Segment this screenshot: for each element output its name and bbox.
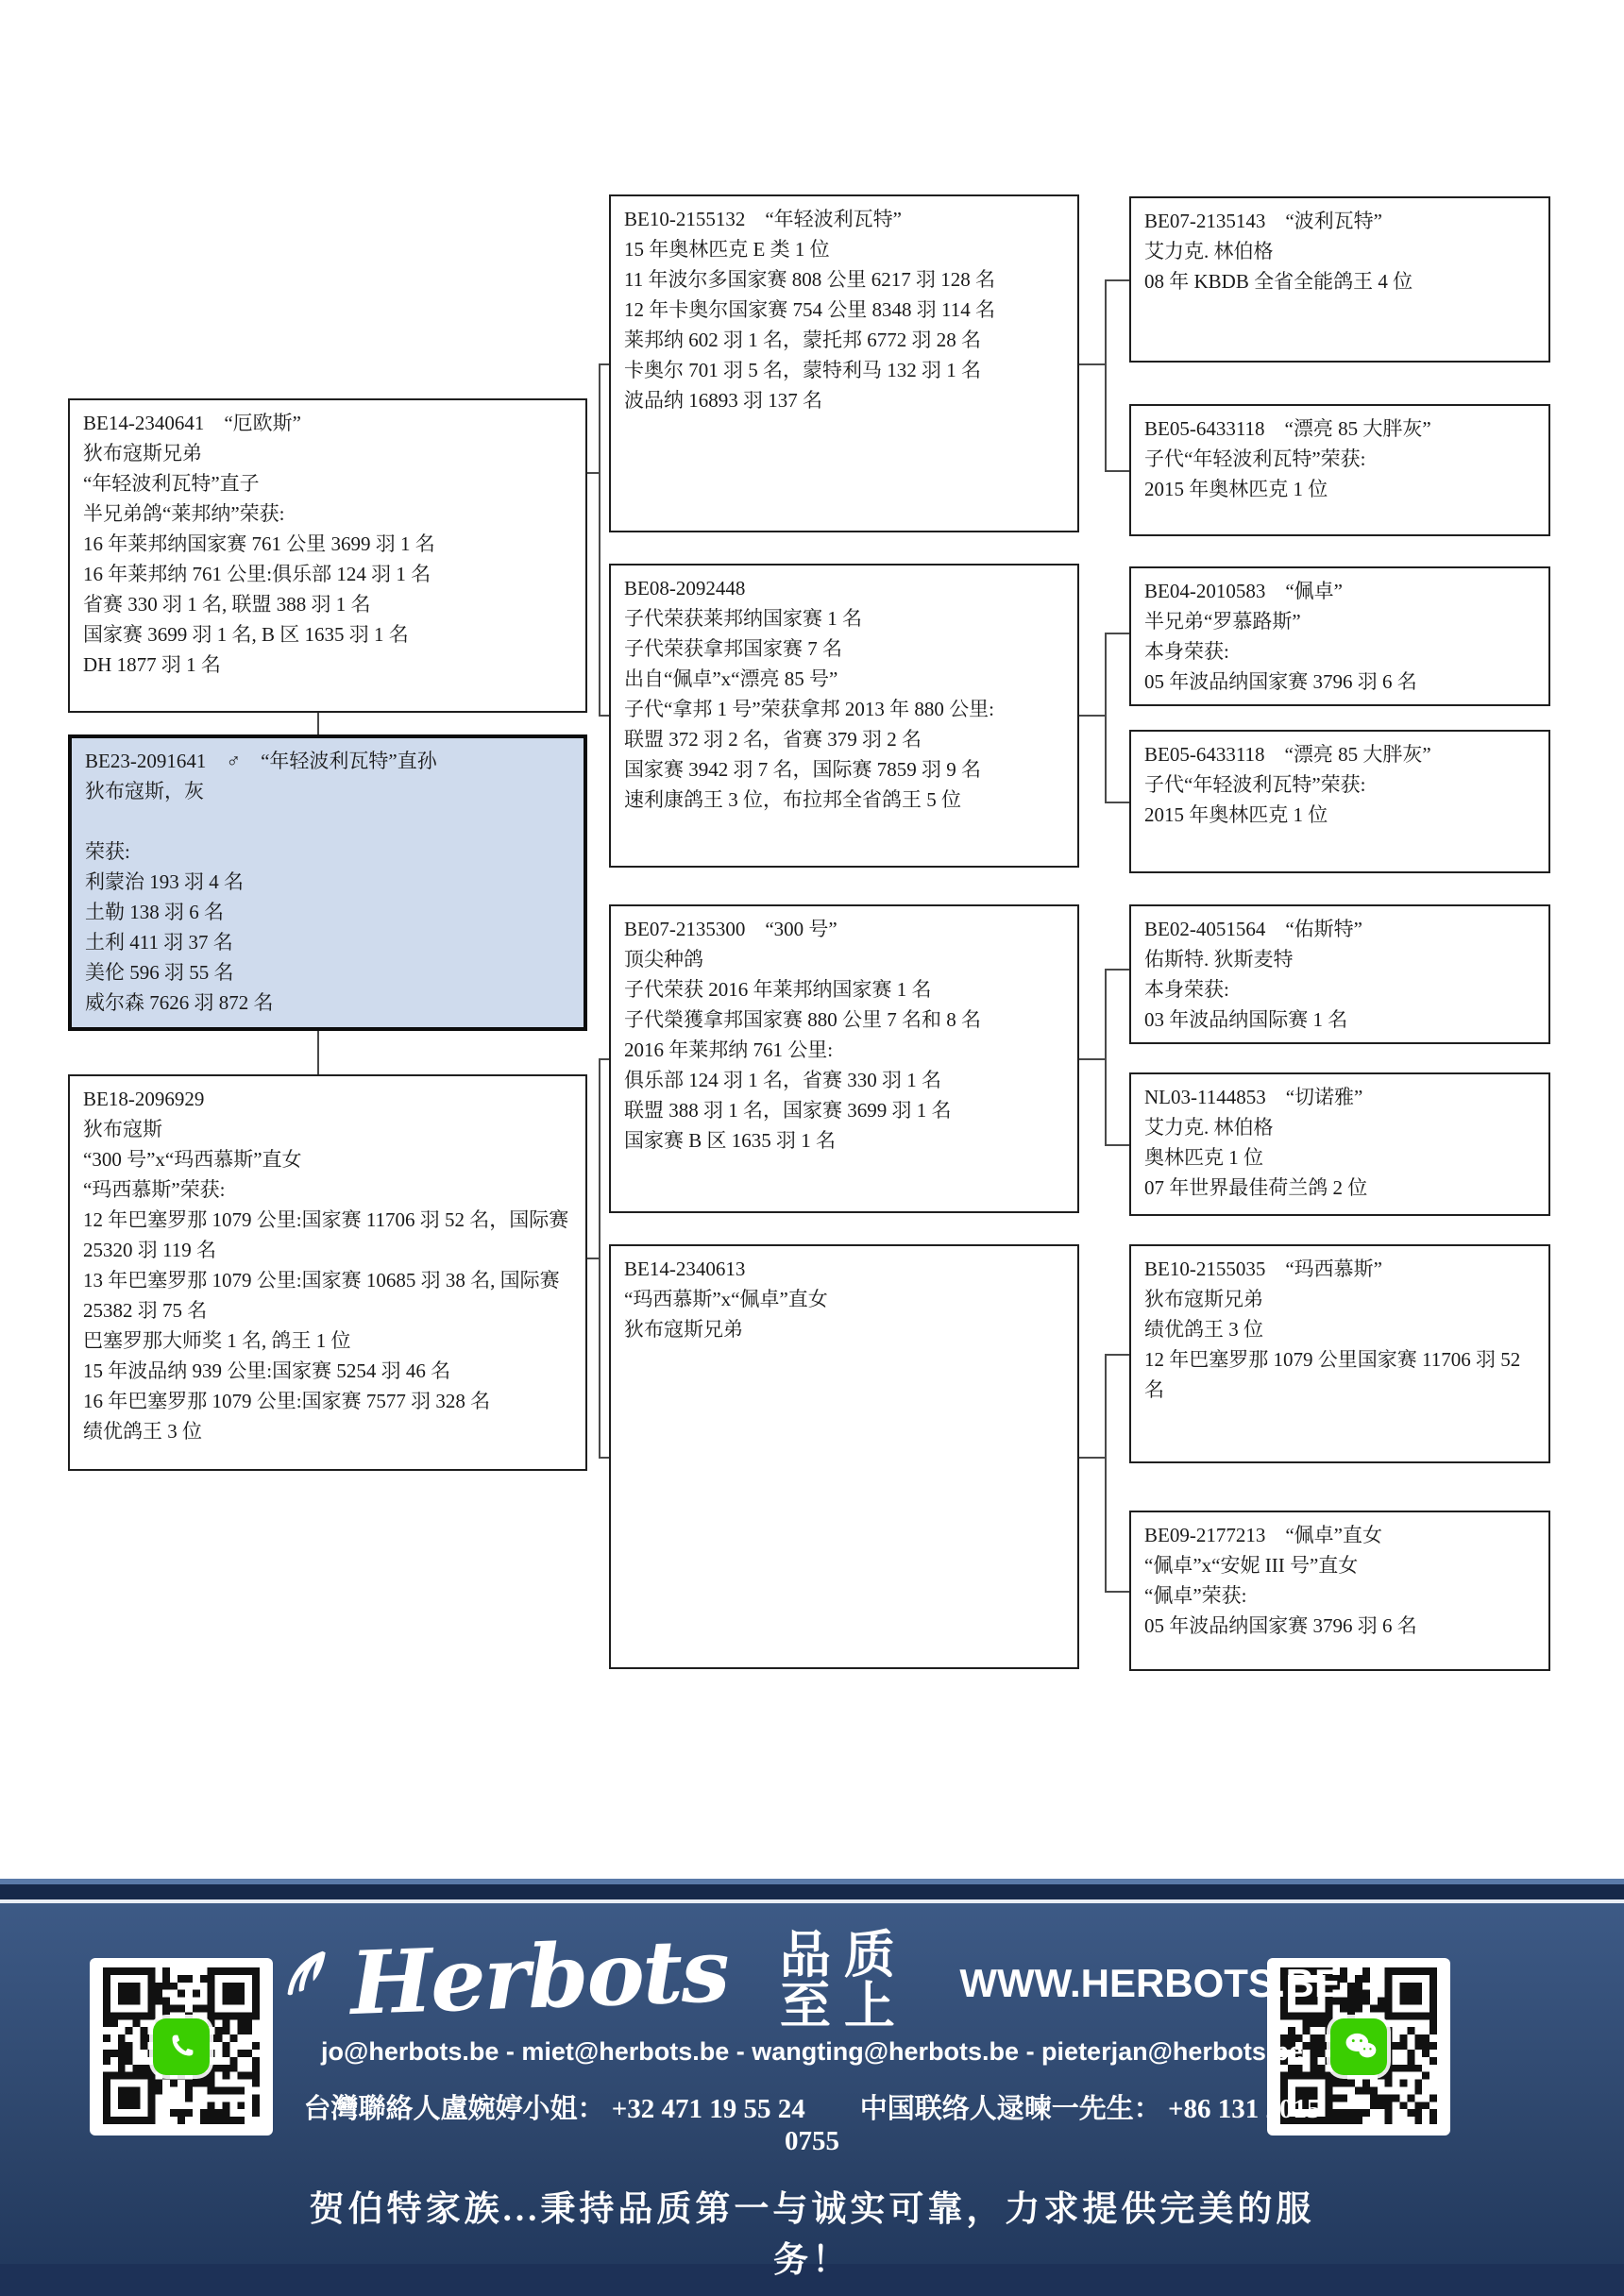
text-line: 12 年巴塞罗那 1079 公里:国家赛 11706 羽 52 名，国际赛 25320 羽 119 名 xyxy=(83,1208,569,1261)
connector-line xyxy=(1105,1144,1129,1146)
text-line: 奥林匹克 1 位 xyxy=(1144,1146,1263,1169)
pedigree-box-be14-2340613 xyxy=(609,1244,1079,1669)
text-line: 联盟 372 羽 2 名，省赛 379 羽 2 名 xyxy=(624,728,922,751)
pedigree-box-nl03-1144853 xyxy=(1129,1072,1550,1216)
text-line: 艾力克. 林伯格 xyxy=(1144,240,1274,262)
text-line: 狄布寇斯兄弟 xyxy=(83,442,202,464)
text-line: 卡奥尔 701 羽 5 名，蒙特利马 132 羽 1 名 xyxy=(624,359,981,381)
text-line: 狄布寇斯兄弟 xyxy=(624,1318,743,1341)
footer xyxy=(0,1879,1624,2296)
pedigree-box-be18-2096929 xyxy=(68,1074,587,1471)
text-line: 狄布寇斯兄弟 xyxy=(1144,1288,1263,1310)
text-line xyxy=(85,806,570,836)
connector-line xyxy=(1105,470,1129,472)
connector-line xyxy=(599,363,601,717)
text-line: “佩卓”x“安妮 III 号”直女 xyxy=(1144,1554,1359,1577)
text-line: 波品纳 16893 羽 137 名 xyxy=(624,389,822,412)
text-line: 16 年莱邦纳 761 公里:俱乐部 124 羽 1 名 xyxy=(83,563,431,585)
text-line: 子代“年轻波利瓦特”荣获: xyxy=(1144,773,1366,796)
text-line: BE07-2135143 “波利瓦特” xyxy=(1144,210,1382,232)
text-line: 利蒙治 193 羽 4 名 xyxy=(85,870,244,893)
text-line: BE08-2092448 xyxy=(624,577,746,599)
footer-top-strip-dark xyxy=(0,1884,1624,1899)
text-line: 土利 411 羽 37 名 xyxy=(85,931,233,954)
connector-line xyxy=(1105,969,1107,1146)
text-line: 艾力克. 林伯格 xyxy=(1144,1116,1274,1139)
connector-line xyxy=(1079,1457,1105,1459)
connector-line xyxy=(1079,363,1105,365)
text-line: 16 年莱邦纳国家赛 761 公里 3699 羽 1 名 xyxy=(83,532,435,555)
website-url[interactable]: WWW.HERBOTS.BE xyxy=(959,1961,1341,2005)
text-line: BE04-2010583 “佩卓” xyxy=(1144,580,1343,602)
text-line: 速利康鸽王 3 位，布拉邦全省鸽王 5 位 xyxy=(624,788,961,811)
text-line: 07 年世界最佳荷兰鸽 2 位 xyxy=(1144,1176,1368,1199)
text-line: 05 年波品纳国家赛 3796 羽 6 名 xyxy=(1144,1614,1417,1637)
text-line: 荣获: xyxy=(85,840,130,863)
connector-line xyxy=(1105,969,1129,971)
text-line: 子代榮獲拿邦国家赛 880 公里 7 名和 8 名 xyxy=(624,1008,981,1031)
pedigree-box-be07-2135300 xyxy=(609,904,1079,1213)
qr-code-left xyxy=(90,1958,273,2136)
text-line: 国家赛 B 区 1635 羽 1 名 xyxy=(624,1129,837,1152)
line-icon xyxy=(153,2018,210,2075)
footer-emails[interactable]: jo@herbots.be - miet@herbots.be - wangting@herbots.be - pieterjan@herbots.be xyxy=(321,2037,1303,2066)
text-line: 半兄弟鸽“莱邦纳”荣获: xyxy=(83,502,285,525)
pedigree-box-be07-2135143 xyxy=(1129,196,1550,363)
text-line: 佑斯特. 狄斯麦特 xyxy=(1144,948,1294,971)
text-line: 16 年巴塞罗那 1079 公里:国家赛 7577 羽 328 名 xyxy=(83,1390,491,1412)
connector-line xyxy=(1105,633,1129,634)
text-line: 08 年 KBDB 全省全能鸽王 4 位 xyxy=(1144,270,1413,293)
footer-slogan: 贺伯特家族...秉持品质第一与诚实可靠，力求提供完美的服务！ xyxy=(309,2190,1315,2280)
brand-tagline: 品质至上 xyxy=(779,1927,908,2034)
text-line: 莱邦纳 602 羽 1 名，蒙托邦 6772 羽 28 名 xyxy=(624,329,981,351)
text-line: 子代荣获 2016 年莱邦纳国家赛 1 名 xyxy=(624,978,932,1001)
text-line: 顶尖种鸽 xyxy=(624,948,703,971)
connector-line xyxy=(1105,633,1107,803)
connector-line xyxy=(1105,1354,1129,1356)
connector-line xyxy=(599,1058,609,1060)
connector-line xyxy=(317,1031,319,1074)
connector-line xyxy=(1105,1591,1129,1593)
text-line: “300 号”x“玛西慕斯”直女 xyxy=(83,1148,302,1171)
text-line: BE09-2177213 “佩卓”直女 xyxy=(1144,1524,1382,1546)
text-line: 本身荣获: xyxy=(1144,640,1229,663)
text-line: 子代“年轻波利瓦特”荣获: xyxy=(1144,447,1366,470)
text-line: BE05-6433118 “漂亮 85 大胖灰” xyxy=(1144,743,1431,766)
connector-line xyxy=(1105,802,1129,803)
text-line: 国家赛 3699 羽 1 名, B 区 1635 羽 1 名 xyxy=(83,623,409,646)
text-line: 俱乐部 124 羽 1 名，省赛 330 羽 1 名 xyxy=(624,1069,941,1091)
brand-row xyxy=(283,1920,1341,2034)
connector-line xyxy=(317,713,319,734)
text-line: BE14-2340613 xyxy=(624,1258,746,1280)
text-line: “玛西慕斯”x“佩卓”直女 xyxy=(624,1288,828,1310)
text-line: 国家赛 3942 羽 7 名，国际赛 7859 羽 9 名 xyxy=(624,758,981,781)
connector-line xyxy=(1079,1058,1105,1060)
text-line: 半兄弟“罗慕路斯” xyxy=(1144,610,1301,633)
text-line: 美伦 596 羽 55 名 xyxy=(85,961,234,984)
footer-center xyxy=(283,1920,1341,2282)
text-line: 15 年波品纳 939 公里:国家赛 5254 羽 46 名 xyxy=(83,1359,451,1382)
text-line: NL03-1144853 “切诺雅” xyxy=(1144,1086,1363,1108)
pedigree-box-be14-2340641 xyxy=(68,398,587,713)
connector-line xyxy=(1079,715,1105,717)
pedigree-box-be08-2092448 xyxy=(609,564,1079,868)
pedigree-box-be02-4051564 xyxy=(1129,904,1550,1044)
footer-contacts: 台灣聯絡人盧婉婷小姐： +32 471 19 55 24 中国联络人逯暕一先生： +86 131 2015 0755 xyxy=(303,2094,1321,2156)
text-line: 土勒 138 羽 6 名 xyxy=(85,901,224,923)
text-line: 狄布寇斯，灰 xyxy=(85,780,204,802)
connector-line xyxy=(599,363,609,365)
text-line: 联盟 388 羽 1 名，国家赛 3699 羽 1 名 xyxy=(624,1099,952,1122)
text-line: 绩优鸽王 3 位 xyxy=(1144,1318,1263,1341)
pedigree-box-be09-2177213 xyxy=(1129,1511,1550,1671)
text-line: 15 年奥林匹克 E 类 1 位 xyxy=(624,238,830,261)
text-line: 子代荣获拿邦国家赛 7 名 xyxy=(624,637,842,660)
text-line: BE02-4051564 “佑斯特” xyxy=(1144,918,1362,940)
pedigree-box-be05-6433118-b xyxy=(1129,730,1550,873)
text-line: 威尔森 7626 羽 872 名 xyxy=(85,991,274,1014)
brand-logo-text: Herbots xyxy=(348,1919,731,2034)
text-line: 子代“拿邦 1 号”荣获拿邦 2013 年 880 公里: xyxy=(624,698,994,720)
text-line: 省赛 330 羽 1 名, 联盟 388 羽 1 名 xyxy=(83,593,371,616)
text-line: “年轻波利瓦特”直子 xyxy=(83,472,260,495)
connector-line xyxy=(1105,1354,1107,1593)
text-line: 2015 年奥林匹克 1 位 xyxy=(1144,478,1328,500)
text-line: BE18-2096929 xyxy=(83,1088,205,1110)
pedigree-box-be23-2091641-subject xyxy=(68,734,587,1031)
pedigree-box-be04-2010583 xyxy=(1129,566,1550,706)
text-line: 2016 年莱邦纳 761 公里: xyxy=(624,1038,834,1061)
text-line: 05 年波品纳国家赛 3796 羽 6 名 xyxy=(1144,670,1417,693)
text-line: DH 1877 羽 1 名 xyxy=(83,653,221,676)
text-line: 03 年波品纳国际赛 1 名 xyxy=(1144,1008,1348,1031)
text-line: BE14-2340641 “厄欧斯” xyxy=(83,412,301,434)
connector-line xyxy=(599,1058,601,1459)
text-line: “玛西慕斯”荣获: xyxy=(83,1178,226,1201)
text-line: 2015 年奥林匹克 1 位 xyxy=(1144,803,1328,826)
text-line: 本身荣获: xyxy=(1144,978,1229,1001)
text-line: 13 年巴塞罗那 1079 公里:国家赛 10685 羽 38 名, 国际赛 25382 羽 75 名 xyxy=(83,1269,560,1322)
pedigree-box-be10-2155132 xyxy=(609,194,1079,532)
pedigree-box-be10-2155035 xyxy=(1129,1244,1550,1463)
text-line: 绩优鸽王 3 位 xyxy=(83,1420,202,1443)
text-line: 12 年巴塞罗那 1079 公里国家赛 11706 羽 52 名 xyxy=(1144,1348,1521,1401)
text-line: BE10-2155035 “玛西慕斯” xyxy=(1144,1258,1382,1280)
text-line: 12 年卡奥尔国家赛 754 公里 8348 羽 114 名 xyxy=(624,298,995,321)
text-line: “佩卓”荣获: xyxy=(1144,1584,1247,1607)
text-line: BE23-2091641 ♂ “年轻波利瓦特”直孙 xyxy=(85,750,437,772)
text-line: 11 年波尔多国家赛 808 公里 6217 羽 128 名 xyxy=(624,268,995,291)
connector-line xyxy=(599,1457,609,1459)
connector-line xyxy=(1105,279,1129,281)
text-line: 子代荣获莱邦纳国家赛 1 名 xyxy=(624,607,862,630)
text-line: 巴塞罗那大师奖 1 名, 鸽王 1 位 xyxy=(83,1329,351,1352)
connector-line xyxy=(599,715,609,717)
connector-line xyxy=(1105,279,1107,472)
text-line: BE10-2155132 “年轻波利瓦特” xyxy=(624,208,902,230)
feather-icon xyxy=(283,1937,326,2017)
text-line: BE07-2135300 “300 号” xyxy=(624,918,837,940)
text-line: 出自“佩卓”x“漂亮 85 号” xyxy=(624,667,838,690)
footer-body xyxy=(0,1903,1624,2280)
text-line: BE05-6433118 “漂亮 85 大胖灰” xyxy=(1144,417,1431,440)
pedigree-box-be05-6433118-a xyxy=(1129,404,1550,536)
text-line: 狄布寇斯 xyxy=(83,1118,162,1140)
